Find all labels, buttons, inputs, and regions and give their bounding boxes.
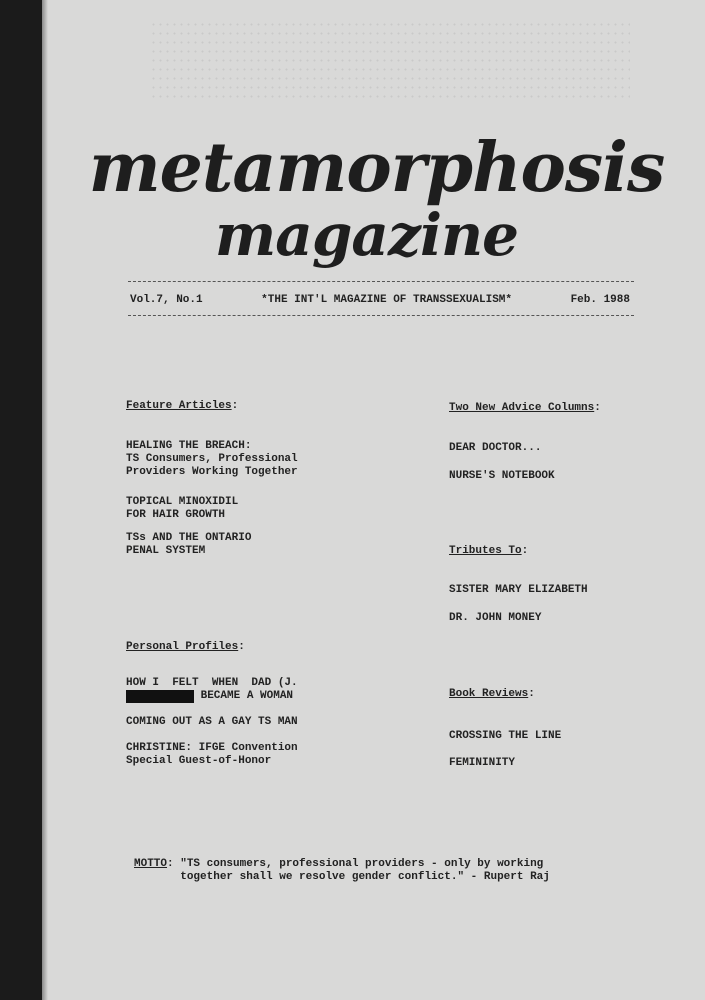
profile-line: COMING OUT AS A GAY TS MAN (126, 716, 298, 728)
feature-article-line: TOPICAL MINOXIDIL (126, 496, 239, 508)
motto-label: MOTTO (134, 858, 168, 870)
tribute-item: SISTER MARY ELIZABETH (449, 584, 588, 596)
feature-article-2 (126, 496, 376, 522)
print-speckle (150, 20, 630, 100)
tribute-item: DR. JOHN MONEY (449, 612, 542, 624)
profile-2 (126, 716, 376, 729)
book-reviews-heading: Book Reviews (449, 688, 529, 700)
motto-line: "TS consumers, professional providers - only by working (180, 858, 544, 870)
issue-volume: Vol.7, No.1 (130, 294, 203, 306)
book-review-2 (449, 757, 669, 770)
feature-articles-section: Feature Articles: (126, 400, 239, 412)
feature-article-line: Providers Working Together (126, 466, 298, 478)
advice-column-1 (449, 442, 669, 455)
feature-article-line: FOR HAIR GROWTH (126, 509, 226, 521)
profile-line: Special Guest-of-Honor (126, 755, 272, 767)
book-review-item: CROSSING THE LINE (449, 730, 562, 742)
profile-line: HOW I FELT WHEN DAD (J. (126, 677, 298, 689)
profile-line: BECAME A WOMAN (200, 690, 294, 702)
personal-profiles-section: Personal Profiles: (126, 641, 245, 653)
book-review-1 (449, 730, 669, 743)
feature-article-line: HEALING THE BREACH: (126, 440, 252, 452)
advice-column-item: DEAR DOCTOR... (449, 442, 542, 454)
feature-article-line: TSs AND THE ONTARIO (126, 532, 252, 544)
book-reviews-section: Book Reviews: (449, 688, 535, 700)
profile-1 (126, 677, 376, 703)
redaction-bar (126, 690, 194, 703)
tributes-heading: Tributes To (449, 545, 522, 557)
top-dashed-rule (128, 281, 634, 282)
masthead-subtitle: magazine (214, 201, 519, 269)
feature-article-line: PENAL SYSTEM (126, 545, 206, 557)
profile-3 (126, 742, 376, 768)
bottom-dashed-rule (128, 315, 634, 316)
issue-date: Feb. 1988 (570, 294, 630, 306)
issue-tagline: *THE INT'L MAGAZINE OF TRANSSEXUALISM* (261, 294, 513, 306)
issue-line (130, 292, 630, 308)
feature-article-3 (126, 532, 376, 558)
motto: MOTTO: "TS consumers, professional providers - only by working together shall we resolve gender conflict." - Rupert Raj (134, 858, 550, 883)
book-review-item: FEMININITY (449, 757, 516, 769)
feature-articles-heading: Feature Articles (126, 400, 232, 412)
feature-article-line: TS Consumers, Professional (126, 453, 298, 465)
personal-profiles-heading: Personal Profiles (126, 641, 239, 653)
tribute-2 (449, 612, 669, 625)
profile-line: CHRISTINE: IFGE Convention (126, 742, 298, 754)
advice-columns-section: Two New Advice Columns: (449, 402, 601, 414)
advice-columns-heading: Two New Advice Columns (449, 402, 595, 414)
advice-column-item: NURSE'S NOTEBOOK (449, 470, 555, 482)
tributes-section: Tributes To: (449, 545, 529, 557)
feature-article-1 (126, 440, 376, 479)
masthead-title: metamorphosis (88, 128, 665, 208)
motto-line: together shall we resolve gender conflict." - Rupert Raj (180, 871, 550, 883)
binding-spine (0, 0, 42, 1000)
advice-column-2 (449, 470, 669, 483)
tribute-1 (449, 584, 669, 597)
